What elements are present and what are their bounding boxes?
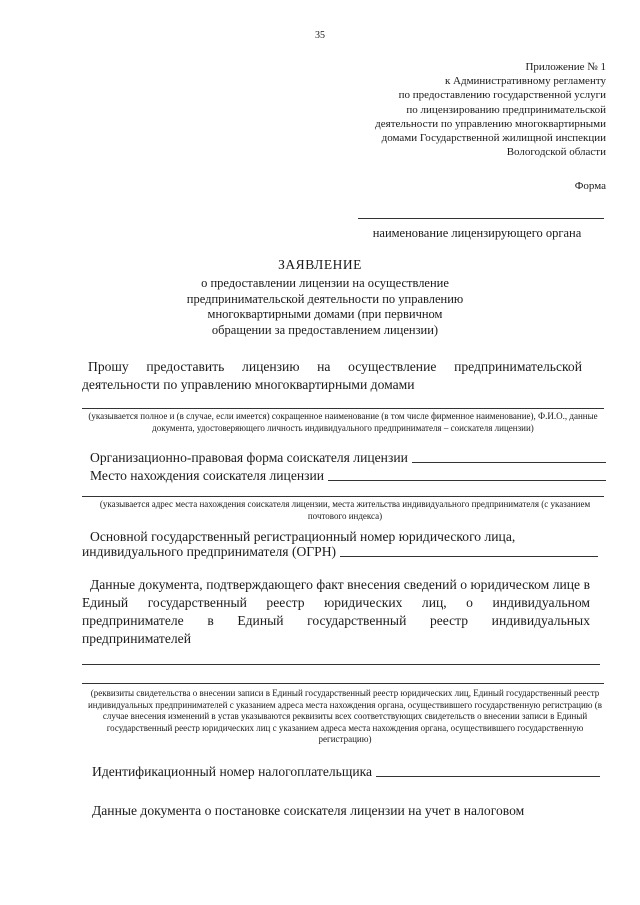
egrul-note: (реквизиты свидетельства о внесении записи в Единый государственный реестр юридических лиц, Единый государственный реестр индивидуальных предпринимателей с указанием адреса места нахождения органа, осуществившего государственную регистрацию (в случае внесения изменений в устав указываются реквизиты всех соответствующих свидетельств о внесении записи в Единый государственный реестр юридических лиц с указанием адреса места нахождения органа, осуществившего государственную регистрацию) bbox=[87, 688, 603, 744]
egrul-field-line1[interactable] bbox=[82, 664, 600, 665]
location-field[interactable] bbox=[328, 480, 606, 481]
tax-paragraph: Данные документа о постановке соискателя лицензии на учет в налоговом bbox=[92, 803, 525, 818]
egrul-field-line2[interactable] bbox=[82, 683, 604, 684]
appendix-line: к Административному регламенту bbox=[444, 75, 606, 88]
appendix-header bbox=[276, 60, 606, 159]
subtitle-line: о предоставлении лицензии на осуществление bbox=[201, 276, 449, 290]
request-paragraph: Прошу предоставить лицензию на осуществление предпринимательской деятельности по управлению многоквартирными домами bbox=[82, 359, 582, 392]
subtitle-line: предпринимательской деятельности по управлению bbox=[186, 291, 464, 306]
location-label: Место нахождения соискателя лицензии bbox=[90, 468, 325, 483]
org-name-caption: наименование лицензирующего органа bbox=[372, 226, 582, 240]
address-note: (указывается адрес места нахождения соискателя лицензии, места жительства индивидуального предпринимателя (с указанием почтового индекса) bbox=[99, 499, 591, 521]
ogrn-label: индивидуального предпринимателя (ОГРН) bbox=[82, 544, 337, 559]
appendix-line: Вологодской области bbox=[506, 146, 606, 159]
page-number: 35 bbox=[315, 30, 325, 41]
appendix-line: по предоставлению государственной услуги bbox=[398, 89, 606, 102]
appendix-line: деятельности по управлению многоквартирными bbox=[375, 117, 606, 130]
inn-row bbox=[92, 764, 600, 780]
applicant-name-note: (указывается полное и (в случае, если имеется) сокращенное наименование (в том числе фирменное наименование), Ф.И.О., данные документа, удостоверяющего личность индивидуального предпринимателя – соискателя лицензии) bbox=[88, 411, 598, 433]
applicant-name-field[interactable] bbox=[82, 408, 604, 409]
document-subtitle bbox=[130, 276, 520, 338]
form-label: Форма bbox=[574, 180, 606, 192]
subtitle-line: многоквартирными домами (при первичном bbox=[207, 307, 443, 321]
legal-form-label: Организационно-правовая форма соискателя лицензии bbox=[90, 450, 408, 465]
legal-form-field[interactable] bbox=[412, 462, 606, 463]
appendix-line: Приложение № 1 bbox=[525, 61, 606, 73]
ogrn-line1: Основной государственный регистрационный номер юридического лица, bbox=[90, 529, 516, 544]
legal-form-row bbox=[90, 450, 606, 466]
address-field[interactable] bbox=[82, 496, 604, 497]
appendix-line: по лицензированию предпринимательской bbox=[406, 103, 606, 116]
location-row bbox=[90, 468, 606, 484]
subtitle-line: обращении за предоставлением лицензии) bbox=[211, 322, 439, 337]
inn-label: Идентификационный номер налогоплательщика bbox=[92, 764, 373, 779]
document-title: ЗАЯВЛЕНИЕ bbox=[278, 257, 362, 272]
ogrn-row bbox=[82, 544, 598, 560]
appendix-line: домами Государственной жилищной инспекции bbox=[381, 132, 606, 145]
egrul-paragraph: Данные документа, подтверждающего факт внесения сведений о юридическом лице в Единый государственный реестр юридических лиц, о индивидуальном предпринимателе в Единый государственный реестр индивидуальных предпринимателей bbox=[82, 577, 590, 646]
org-name-field[interactable] bbox=[358, 218, 604, 219]
ogrn-field[interactable] bbox=[340, 556, 598, 557]
inn-field[interactable] bbox=[376, 776, 600, 777]
